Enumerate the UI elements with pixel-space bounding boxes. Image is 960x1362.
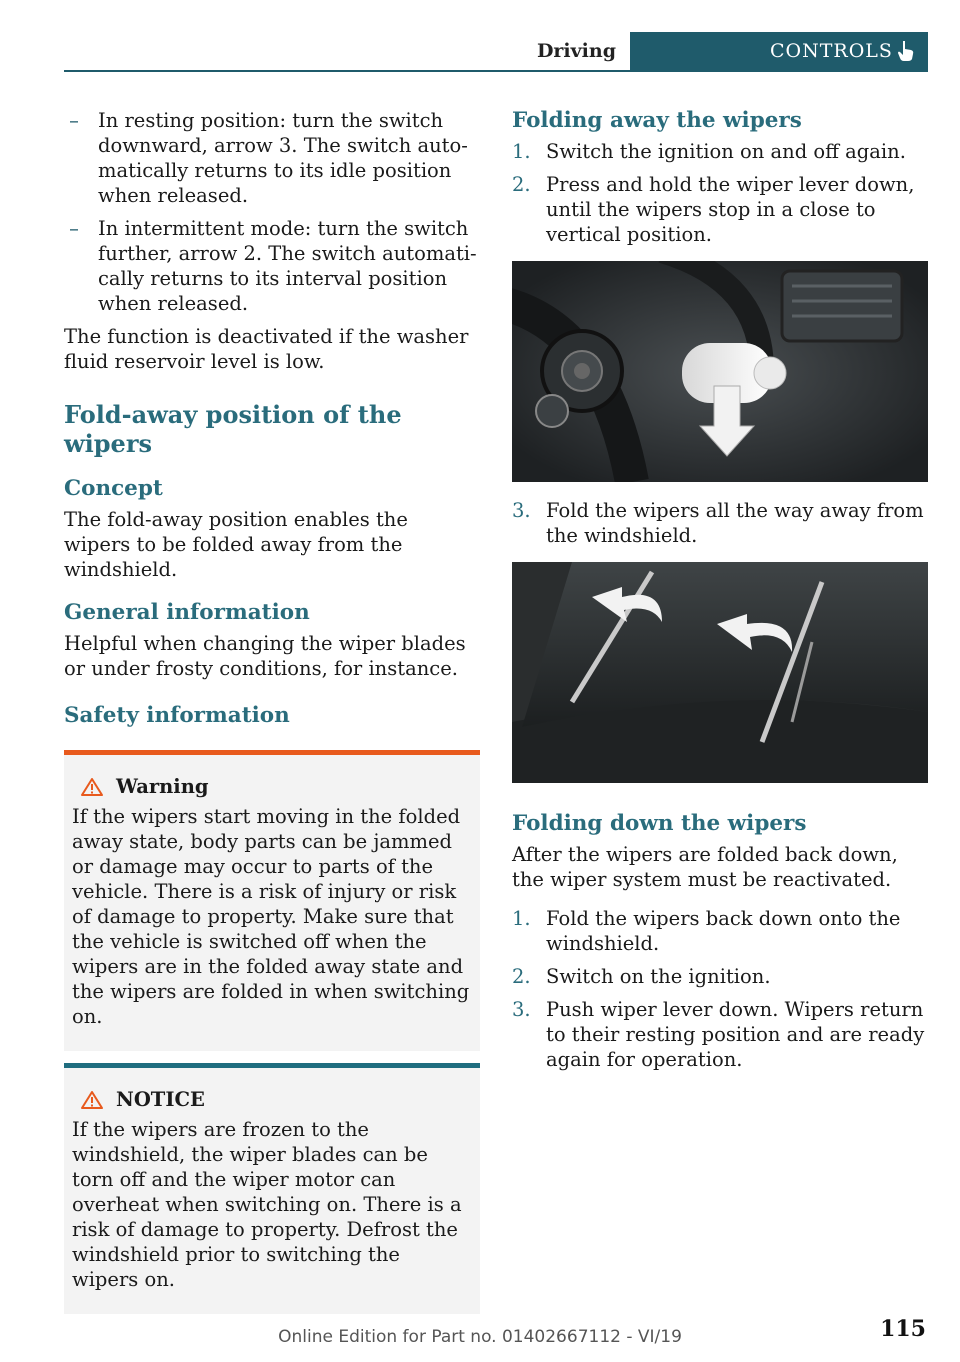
chapter-tab [630, 32, 928, 70]
list-item: 3. Fold the wipers all the way away from the windshield. [512, 499, 924, 547]
notice-title: NOTICE [72, 1088, 472, 1111]
list-item: 1. Switch the ignition on and off again. [512, 140, 906, 163]
warning-box [64, 750, 480, 1051]
warning-text: If the wipers start moving in the folded away state, body parts can be jammed or damage may occur to parts of the vehicle. There is a risk of injury or risk of damage to property. Make sure that the vehicle is switched off when the wipers are in the folded away state and the wipers are folded in when switching on. [72, 805, 470, 1028]
list-item: 2. Press and hold the wiper lever down, until the wipers stop in a close to vertical position. [512, 173, 915, 246]
chapter-label: CONTROLS [770, 40, 893, 62]
page-header [64, 32, 928, 72]
general-heading: General information [64, 600, 310, 625]
fold-down-text: After the wipers are folded back down, the wiper system must be reactivated. [512, 843, 898, 891]
list-item: 2. Switch on the ignition. [512, 965, 771, 988]
notice-text: If the wipers are frozen to the windshield, the wiper blades can be torn off and the wiper motor can overheat when switching on. There is a risk of damage to property. Defrost the windshield prior to switching the wipers on. [72, 1118, 462, 1291]
list-item: 3. Push wiper lever down. Wipers return to their resting position and are ready again for operation. [512, 998, 925, 1071]
list-item: – In intermittent mode: turn the switch further, arrow 2. The switch automatically returns to its interval position when released. [69, 217, 477, 315]
fold-down-steps [512, 906, 928, 1072]
fold-away-steps [512, 139, 928, 247]
windshield-photo [512, 562, 928, 783]
fold-away-step3 [512, 498, 928, 548]
warning-triangle-icon [80, 777, 104, 797]
general-text: Helpful when changing the wiper blades or under frosty conditions, for instance. [64, 632, 466, 680]
safety-heading: Safety information [64, 703, 290, 728]
fold-away-heading: Folding away the wipers [512, 108, 802, 133]
left-column [64, 108, 480, 1314]
fold-down-heading: Folding down the wipers [512, 811, 807, 836]
page-number: 115 [880, 1316, 926, 1342]
mode-list [64, 108, 480, 316]
section-heading: Fold-away position of the wipers [64, 400, 402, 458]
right-column [512, 108, 928, 1080]
section-label: Driving [536, 40, 616, 62]
edition-line: Online Edition for Part no. 01402667112 - VI/19 [278, 1327, 682, 1347]
list-item: – In resting position: turn the switch downward, arrow 3. The switch automatically returns to its idle position when released. [69, 109, 468, 207]
notice-triangle-icon [80, 1090, 104, 1110]
wiper-lever-photo [512, 261, 928, 482]
body-paragraph: The function is deactivated if the washer fluid reservoir level is low. [64, 325, 469, 373]
hand-pointer-icon [896, 40, 916, 62]
concept-heading: Concept [64, 476, 163, 501]
concept-text: The fold-away position enables the wipers to be folded away from the windshield. [64, 508, 408, 581]
list-item: 1. Fold the wipers back down onto the windshield. [512, 907, 901, 955]
notice-box [64, 1063, 480, 1314]
warning-title: Warning [72, 775, 472, 798]
